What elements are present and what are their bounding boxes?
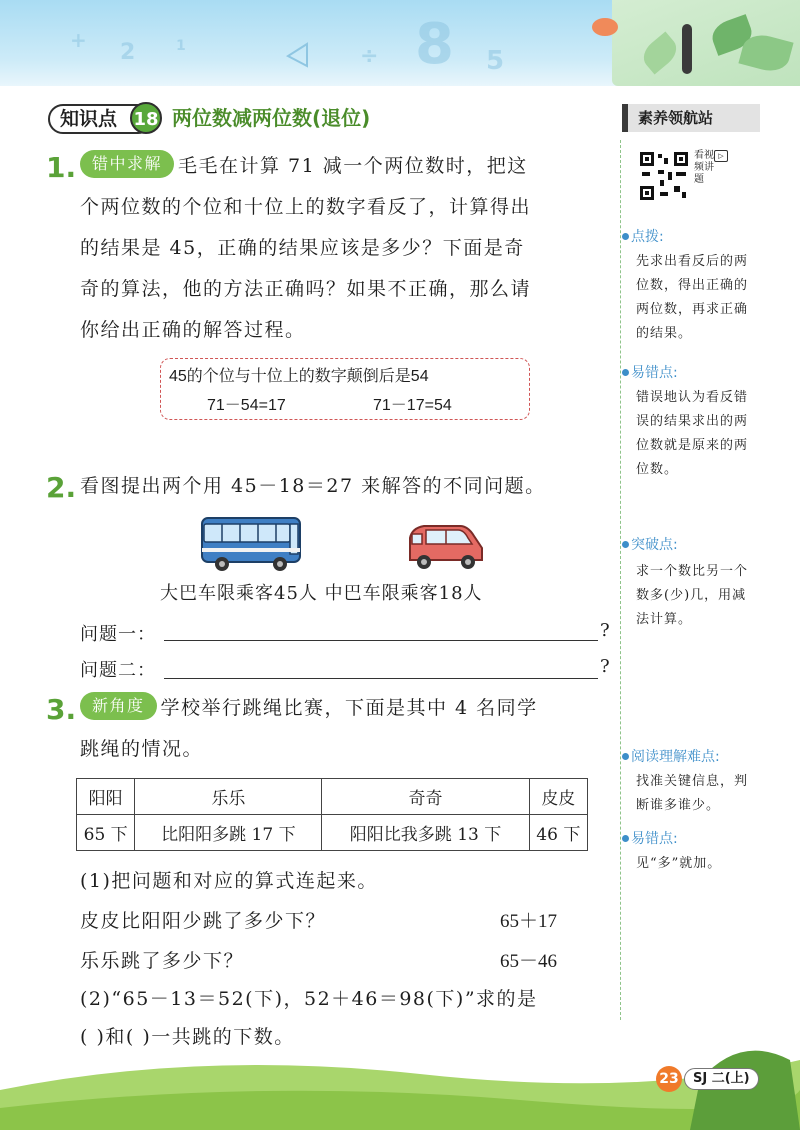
section-number: 18 bbox=[130, 102, 162, 134]
section-badge: 知识点 bbox=[48, 104, 153, 134]
question-2-text: 看图提出两个用 45－18＝27 来解答的不同问题。 bbox=[80, 475, 546, 497]
match-formula-2[interactable]: 65－46 bbox=[500, 951, 558, 972]
method-line-1: 45的个位与十位上的数字颠倒后是54 bbox=[169, 368, 429, 385]
sidebar-header: 素养领航站 bbox=[622, 104, 760, 132]
tip-text-mistake-2: 见“多”就加。 bbox=[636, 856, 722, 871]
tag-new-angle: 新角度 bbox=[80, 692, 157, 720]
tip-head-mistake-2: 易错点: bbox=[622, 828, 678, 848]
table-header-cell: 皮皮 bbox=[529, 779, 587, 815]
question-one-label: 问题一： bbox=[80, 624, 156, 645]
match-question-2[interactable]: 乐乐跳了多少下？ bbox=[80, 950, 245, 972]
method-calc-b: 71－17=54 bbox=[373, 397, 452, 414]
jump-rope-table bbox=[76, 778, 588, 851]
part-2-line-2[interactable]: ( )和( )一共跳的下数。 bbox=[80, 1026, 295, 1048]
question-3-text: 新角度 学校举行跳绳比赛，下面是其中 4 名同学 跳绳的情况。 bbox=[80, 688, 612, 770]
match-question-1[interactable]: 皮皮比阳阳少跳了多少下？ bbox=[80, 910, 327, 932]
question-two-qmark: ? bbox=[600, 656, 610, 677]
match-formula-1[interactable]: 65＋17 bbox=[500, 911, 558, 932]
deco-plus: + bbox=[70, 28, 87, 52]
qr-code-icon[interactable] bbox=[638, 150, 690, 202]
table-header-cell: 阳阳 bbox=[77, 779, 135, 815]
tag-error-correction: 错中求解 bbox=[80, 150, 174, 178]
part-2-line-1: (2)“65－13＝52(下)，52＋46＝98(下)”求的是 bbox=[80, 988, 538, 1010]
tip-text-mistake: 错误地认为看反错误的结果求出的两位数就是原来的两位数。 bbox=[636, 390, 749, 477]
question-one-answer-line[interactable] bbox=[164, 640, 598, 641]
tip-head-breakthrough: 突破点: bbox=[622, 534, 678, 554]
question-1-number: 1. bbox=[46, 151, 77, 184]
tip-text-reading: 找准关键信息，判断谁多谁少。 bbox=[636, 774, 749, 813]
part-1-instruction: (1)把问题和对应的算式连起来。 bbox=[80, 870, 378, 892]
qr-label: 看视频讲题 bbox=[694, 150, 714, 185]
table-cell: 46 下 bbox=[529, 815, 587, 851]
minibus-icon bbox=[404, 520, 486, 574]
question-1-text: 错中求解 毛毛在计算 71 减一个两位数时，把这 个两位数的个位和十位上的数字看反了，计算得出 的结果是 45，正确的结果应该是多少？下面是奇 奇的算法，他的方法正确吗？如果不正确，那么请 你给出正确的解答过程。 bbox=[80, 146, 612, 351]
book-label: SJ 二(上) bbox=[684, 1068, 759, 1090]
section-title: 两位数减两位数(退位) bbox=[172, 106, 371, 130]
deco-triangle-icon bbox=[285, 42, 311, 68]
deco-digit: 5 bbox=[486, 46, 505, 76]
header-banner bbox=[0, 0, 800, 86]
tip-text-hint: 先求出看反后的两位数，得出正确的两位数，再求正确的结果。 bbox=[636, 254, 749, 341]
deco-digit: 2 bbox=[120, 40, 136, 65]
question-3-number: 3. bbox=[46, 693, 77, 726]
play-icon: ▷ bbox=[714, 150, 728, 162]
table-header-cell: 乐乐 bbox=[135, 779, 322, 815]
question-one-qmark: ? bbox=[600, 620, 610, 641]
tip-head-mistake: 易错点: bbox=[622, 362, 678, 382]
vehicle-caption: 大巴车限乘客45人 中巴车限乘客18人 bbox=[160, 583, 483, 604]
table-cell: 比阳阳多跳 17 下 bbox=[135, 815, 322, 851]
tip-head-reading: 阅读理解难点: bbox=[622, 746, 720, 766]
table-row bbox=[77, 815, 588, 851]
big-bus-icon bbox=[198, 512, 306, 574]
deco-digit: 1 bbox=[176, 38, 186, 54]
method-calc-a: 71－54=17 bbox=[207, 397, 286, 414]
question-two-label: 问题二： bbox=[80, 660, 156, 681]
sidebar-divider bbox=[620, 140, 621, 1020]
table-header-cell: 奇奇 bbox=[322, 779, 529, 815]
tip-head-hint: 点拨: bbox=[622, 226, 664, 246]
deco-plus: ÷ bbox=[360, 44, 379, 69]
deco-digit: 8 bbox=[415, 12, 454, 77]
table-header-row bbox=[77, 779, 588, 815]
butterfly-icon bbox=[592, 18, 618, 36]
qiqi-method-box bbox=[160, 358, 530, 420]
table-cell: 65 下 bbox=[77, 815, 135, 851]
page-number: 23 bbox=[656, 1066, 682, 1092]
question-two-answer-line[interactable] bbox=[164, 678, 598, 679]
question-2-number: 2. bbox=[46, 471, 77, 504]
header-plant-corner bbox=[612, 0, 800, 86]
table-cell: 阳阳比我多跳 13 下 bbox=[322, 815, 529, 851]
tip-text-breakthrough: 求一个数比另一个数多(少)几，用减法计算。 bbox=[636, 564, 749, 627]
